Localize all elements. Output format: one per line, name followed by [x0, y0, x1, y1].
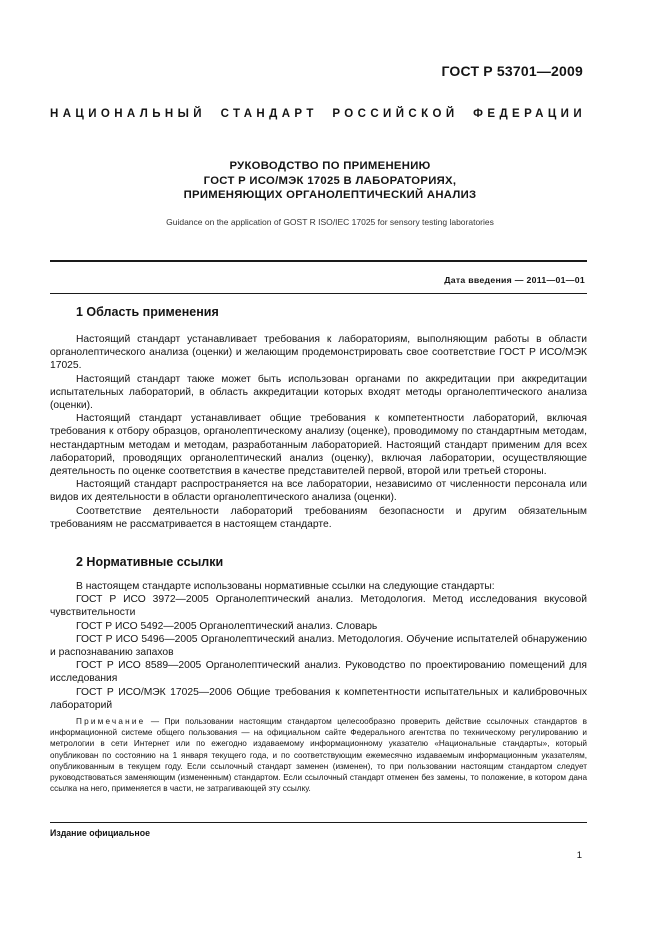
section-1-paragraph: Настоящий стандарт также может быть использован органами по аккредитации при аккредитации испытательных лабораторий, в область аккредитации которых входят методы органолептического анализа (оценки).	[50, 373, 587, 412]
official-edition-label: Издание официальное	[50, 828, 150, 838]
national-standard-banner: НАЦИОНАЛЬНЫЙ СТАНДАРТ РОССИЙСКОЙ ФЕДЕРАЦИИ	[50, 108, 586, 120]
section-2-body	[50, 580, 587, 712]
note-text: — При пользовании настоящим стандартом целесообразно проверить действие ссылочных стандартов в информационной системе общего пользования — на официальном сайте Федерального агентства по техническому регулированию и метрологии в сети Интернет или по ежегодно издаваемому информационному указателю «Национальные стандарты», который опубликован по состоянию на 1 января текущего года, и по соответствующим ежемесячно издаваемым информационным указателям, опубликованным в текущем году. Если ссылочный стандарт заменен (изменен), то при пользовании настоящим стандартом следует руководствоваться заменяющим (измененным) стандартом. Если ссылочный стандарт отменен без замены, то положение, в котором дана ссылка на него, применяется в части, не затрагивающей эту ссылку.	[50, 717, 587, 794]
section-2-heading: 2 Нормативные ссылки	[76, 555, 224, 569]
section-1-paragraph: Настоящий стандарт распространяется на все лаборатории, независимо от численности персонала или видов их деятельности в области органолептического анализа (оценки).	[50, 479, 587, 504]
gost-number: ГОСТ Р 53701—2009	[441, 63, 583, 79]
header-divider	[50, 260, 587, 262]
section-2-intro: В настоящем стандарте использованы нормативные ссылки на следующие стандарты:	[76, 581, 495, 592]
normative-reference: ГОСТ Р ИСО/МЭК 17025—2006 Общие требования к компетентности испытательных и калибровочных лабораторий	[50, 686, 587, 711]
introduction-date: Дата введения — 2011—01—01	[444, 275, 585, 285]
note-block	[50, 716, 587, 794]
note-label: Примечание	[76, 717, 146, 726]
normative-reference: ГОСТ Р ИСО 3972—2005 Органолептический анализ. Методология. Метод исследования вкусовой чувствительности	[50, 594, 587, 619]
normative-reference: ГОСТ Р ИСО 5496—2005 Органолептический анализ. Методология. Обучение испытателей обнаружению и распознаванию запахов	[50, 633, 587, 659]
section-1-paragraph: Настоящий стандарт устанавливает требования к лабораториям, выполняющим работы в области органолептического анализа (оценки) и желающим продемонстрировать свое соответствие ГОСТ Р ИСО/МЭК 17025.	[50, 334, 587, 372]
english-title: Guidance on the application of GOST R ISO/IEC 17025 for sensory testing laboratories	[166, 217, 494, 227]
normative-reference: ГОСТ Р ИСО 5492—2005 Органолептический анализ. Словарь	[76, 620, 378, 632]
date-divider	[50, 293, 587, 294]
section-1-paragraph: Настоящий стандарт устанавливает общие требования к компетентности лабораторий, включая требования к отбору образцов, органолептическому анализу (оценке), проводимому по стандартным методам, нестандартным методам и методам, разработанным лабораторией. Настоящий стандарт применим для всех лабораторий, проводящих органолептический анализ (оценку), включая лаборатории, осуществляющие деятельность по оценке соответствия в качестве представителей первой, второй или третьей стороны.	[50, 413, 587, 478]
page-number: 1	[576, 850, 582, 861]
title-line-1: РУКОВОДСТВО ПО ПРИМЕНЕНИЮ	[229, 160, 431, 172]
section-1-paragraph: Соответствие деятельности лабораторий требованиям безопасности и другим обязательным требованиям не рассматривается в настоящем стандарте.	[50, 505, 587, 530]
document-title	[60, 159, 600, 203]
title-line-2: ГОСТ Р ИСО/МЭК 17025 В ЛАБОРАТОРИЯХ,	[203, 174, 457, 187]
title-line-3: ПРИМЕНЯЮЩИХ ОРГАНОЛЕПТИЧЕСКИЙ АНАЛИЗ	[183, 189, 477, 201]
footer-divider	[50, 822, 587, 823]
section-1-body	[50, 333, 587, 531]
section-1-heading: 1 Область применения	[76, 305, 219, 319]
normative-reference: ГОСТ Р ИСО 8589—2005 Органолептический анализ. Руководство по проектированию помещений для исследования	[50, 660, 587, 685]
